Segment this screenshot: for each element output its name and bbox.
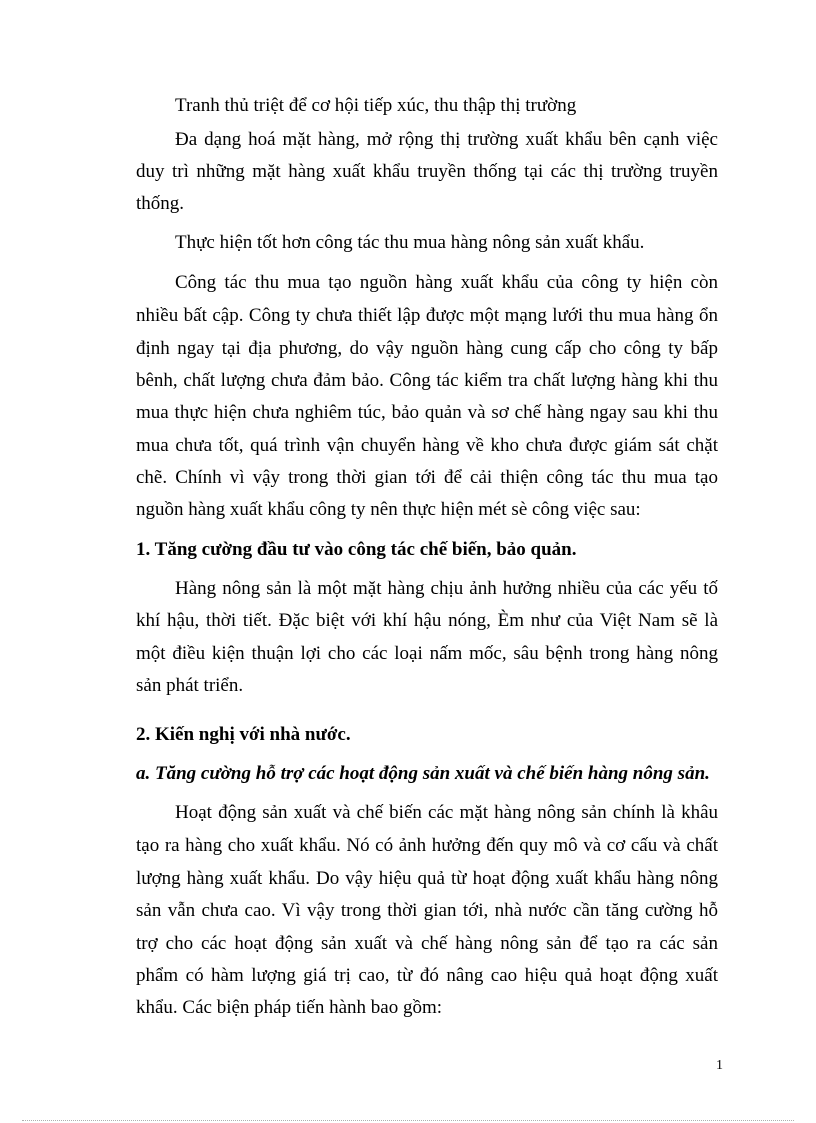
paragraph-line: mua chưa tốt, quá trình vận chuyển hàng về kho chưa được giám sát chặt (136, 435, 718, 456)
section-heading: 1. Tăng cường đầu tư vào công tác chế biến, bảo quản. (136, 539, 577, 560)
page-number: 1 (716, 1058, 723, 1073)
paragraph-line: định ngay tại địa phương, do vậy nguồn hàng cung cấp cho công ty bấp (136, 338, 718, 359)
paragraph-line: bênh, chất lượng chưa đảm bảo. Công tác kiểm tra chất lượng hàng khi thu (136, 370, 718, 391)
paragraph-line: Hoạt động sản xuất và chế biến các mặt hàng nông sản chính là khâu (175, 802, 718, 823)
paragraph-line: khẩu. Các biện pháp tiến hành bao gồm: (136, 997, 443, 1018)
paragraph-line: nhiều bất cập. Công ty chưa thiết lập được một mạng lưới thu mua hàng ổn (136, 305, 718, 326)
paragraph-line: sản phát triển. (136, 675, 244, 696)
paragraph-line: nguồn hàng xuất khẩu công ty nên thực hiện mét sè công việc sau: (136, 499, 641, 520)
section-heading: 2. Kiến nghị với nhà nước. (136, 724, 351, 745)
paragraph-line: phẩm có hàm lượng giá trị cao, từ đó nâng cao hiệu quả hoạt động xuất (136, 965, 718, 986)
paragraph-line: Đa dạng hoá mặt hàng, mở rộng thị trường xuất khẩu bên cạnh việc (175, 129, 718, 150)
subsection-heading: a. Tăng cường hỗ trợ các hoạt động sản xuất và chế biến hàng nông sản. (136, 763, 710, 784)
paragraph-line: Công tác thu mua tạo nguồn hàng xuất khẩu của công ty hiện còn (175, 272, 718, 293)
paragraph-line: lượng hàng xuất khẩu. Do vậy hiệu quả từ hoạt động xuất khẩu hàng nông (136, 868, 718, 889)
paragraph-line: Thực hiện tốt hơn công tác thu mua hàng nông sản xuất khẩu. (175, 232, 645, 253)
paragraph-line: duy trì những mặt hàng xuất khẩu truyền thống tại các thị trường truyền (136, 161, 718, 182)
paragraph-line: một điều kiện thuận lợi cho các loại nấm mốc, sâu bệnh trong hàng nông (136, 643, 718, 664)
paragraph-line: Tranh thủ triệt để cơ hội tiếp xúc, thu thập thị trường (175, 95, 577, 116)
paragraph-line: mua thực hiện chưa nghiêm túc, bảo quản và sơ chế hàng ngay sau khi thu (136, 402, 718, 423)
paragraph-line: Hàng nông sản là một mặt hàng chịu ảnh hưởng nhiều của các yếu tố (175, 578, 718, 599)
paragraph-line: tạo ra hàng cho xuất khẩu. Nó có ảnh hưởng đến quy mô và cơ cấu và chất (136, 835, 718, 856)
paragraph-line: khí hậu, thời tiết. Đặc biệt với khí hậu nóng, Èm như của Việt Nam sẽ là (136, 610, 718, 631)
paragraph-line: chẽ. Chính vì vậy trong thời gian tới để cải thiện công tác thu mua tạo (136, 467, 718, 488)
footer-divider (22, 1120, 794, 1121)
paragraph-line: thống. (136, 193, 185, 214)
paragraph-line: trợ cho các hoạt động sản xuất và chế hàng nông sản để tạo ra các sản (136, 933, 718, 954)
paragraph-line: sản vẫn chưa cao. Vì vậy trong thời gian tới, nhà nước cần tăng cường hỗ (136, 900, 718, 921)
